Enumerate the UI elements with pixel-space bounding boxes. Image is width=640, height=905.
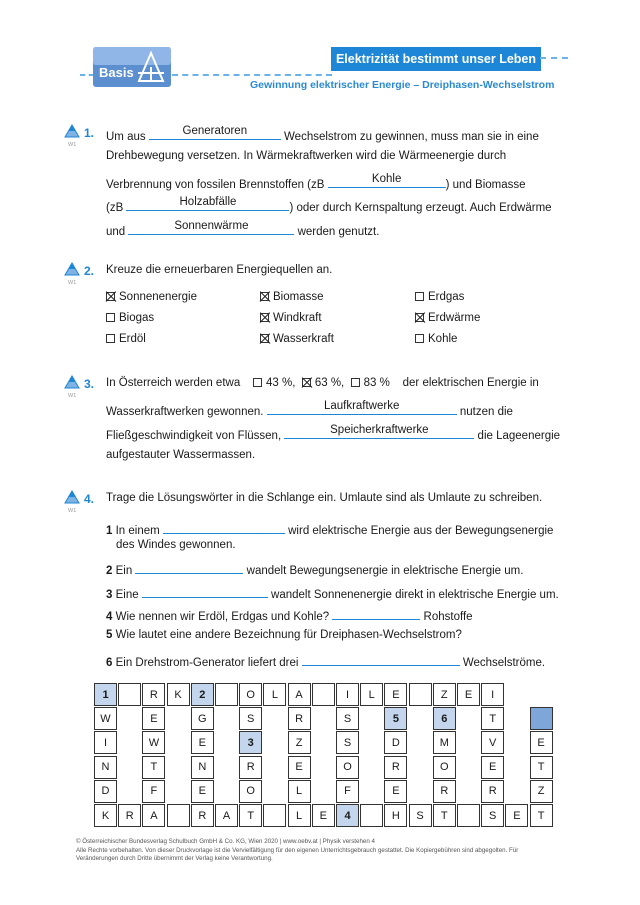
grid-cell[interactable]: A <box>142 804 165 827</box>
grid-cell[interactable]: E <box>384 683 407 706</box>
grid-cell[interactable] <box>118 683 141 706</box>
task-number-2: 2. <box>84 264 95 278</box>
grid-cell[interactable]: N <box>191 756 214 779</box>
grid-cell[interactable]: R <box>433 780 456 803</box>
task1-line3: Verbrennung von fossilen Brennstoffen (zB Kohle ) und Biomasse <box>106 173 526 191</box>
grid-cell[interactable]: F <box>142 780 165 803</box>
grid-cell[interactable]: M <box>433 731 456 754</box>
basis-logo <box>93 47 171 87</box>
grid-cell[interactable]: K <box>94 804 117 827</box>
checkbox-checked[interactable] <box>260 334 269 343</box>
grid-cell-number[interactable]: 5 <box>384 707 407 730</box>
checkbox-option[interactable]: Wasserkraft <box>260 333 334 345</box>
grid-cell[interactable] <box>263 804 286 827</box>
task4-question-1-cont: des Windes gewonnen. <box>116 539 236 551</box>
grid-cell[interactable]: H <box>384 804 407 827</box>
grid-cell-number[interactable]: 3 <box>239 731 262 754</box>
grid-cell[interactable] <box>457 804 480 827</box>
header-dash-mid <box>172 74 332 76</box>
task-tag: W1 <box>68 393 77 399</box>
difficulty-triangle-icon <box>64 262 80 276</box>
checkbox-option[interactable]: Erdöl <box>106 333 146 345</box>
grid-cell[interactable]: R <box>142 683 165 706</box>
difficulty-triangle-icon <box>64 375 80 389</box>
grid-cell[interactable]: R <box>384 756 407 779</box>
task-tag: W1 <box>68 508 77 514</box>
task3-line2: Wasserkraftwerken gewonnen. Laufkraftwerke nutzen die <box>106 400 513 418</box>
grid-cell[interactable] <box>409 683 432 706</box>
checkbox-option[interactable]: Windkraft <box>260 312 322 324</box>
section-banner: Elektrizität bestimmt unser Leben <box>331 47 541 71</box>
grid-cell[interactable] <box>312 683 335 706</box>
grid-cell[interactable] <box>167 804 190 827</box>
task1-line1: Um aus Generatoren Wechselstrom zu gewinnen, muss man sie in eine <box>106 125 539 143</box>
grid-cell[interactable]: L <box>288 780 311 803</box>
task1-line2: Drehbewegung versetzen. In Wärmekraftwerken wird die Wärmeenergie durch <box>106 150 507 162</box>
checkbox-checked[interactable] <box>415 313 424 322</box>
task-number-1: 1. <box>84 126 95 140</box>
grid-cell[interactable]: N <box>94 756 117 779</box>
grid-cell[interactable]: L <box>263 683 286 706</box>
grid-cell[interactable]: O <box>239 683 262 706</box>
answer-blank-q3[interactable] <box>142 584 268 598</box>
checkbox-checked[interactable] <box>260 292 269 301</box>
checkbox-option[interactable]: Biogas <box>106 312 154 324</box>
grid-cell[interactable]: D <box>384 731 407 754</box>
grid-cell[interactable]: I <box>336 683 359 706</box>
grid-cell[interactable]: D <box>94 780 117 803</box>
checkbox-option[interactable]: Sonnenenergie <box>106 291 197 303</box>
copyright-footer <box>76 838 566 864</box>
answer-blank-generatoren[interactable]: Generatoren <box>149 126 281 140</box>
grid-cell[interactable] <box>215 683 238 706</box>
grid-cell[interactable]: E <box>142 707 165 730</box>
answer-blank-q2[interactable] <box>135 560 243 574</box>
checkbox-empty[interactable] <box>106 334 115 343</box>
task4-question-1: 1 In einem wird elektrische Energie aus der Bewegungsenergie <box>106 520 553 537</box>
answer-blank-q1[interactable] <box>163 520 285 534</box>
grid-cell[interactable]: O <box>239 780 262 803</box>
task1-line5: und Sonnenwärme werden genutzt. <box>106 220 380 238</box>
grid-cell[interactable]: V <box>481 731 504 754</box>
grid-cell[interactable]: A <box>288 683 311 706</box>
task-tag: W1 <box>68 142 77 148</box>
task3-line3: Fließgeschwindigkeit von Flüssen, Speicherkraftwerke die Lageenergie <box>106 424 561 442</box>
grid-cell[interactable]: S <box>336 731 359 754</box>
footer-line: Alle Rechte vorbehalten. Von dieser Druckvorlage ist die Vervielfältigung für den eigenen Unterrichtsgebrauch gestattet. Die Kopiergebühren sind abgegolten. Für <box>76 846 519 854</box>
answer-blank-laufkraftwerke[interactable]: Laufkraftwerke <box>267 401 457 415</box>
grid-cell[interactable]: T <box>142 756 165 779</box>
task-number-3: 3. <box>84 377 95 391</box>
grid-cell[interactable]: G <box>191 707 214 730</box>
checkbox-option[interactable]: Erdwärme <box>415 312 480 324</box>
grid-cell[interactable]: W <box>94 707 117 730</box>
answer-blank-holzabfaelle[interactable]: Holzabfälle <box>126 197 289 211</box>
checkbox-checked[interactable] <box>106 292 115 301</box>
task-number-4: 4. <box>84 492 95 506</box>
grid-cell-marker[interactable] <box>530 707 553 730</box>
task4-question-4: 4 Wie nennen wir Erdöl, Erdgas und Kohle? Rohstoffe <box>106 606 473 623</box>
answer-blank-kohle[interactable]: Kohle <box>328 174 446 188</box>
grid-cell[interactable]: A <box>215 804 238 827</box>
grid-cell[interactable]: Z <box>433 683 456 706</box>
checkbox-option[interactable]: Biomasse <box>260 291 324 303</box>
checkbox-empty[interactable] <box>253 378 262 387</box>
task-tag: W1 <box>68 280 77 286</box>
grid-cell-number[interactable]: 4 <box>336 804 359 827</box>
grid-cell[interactable]: R <box>118 804 141 827</box>
difficulty-triangle-icon <box>64 490 80 504</box>
grid-cell[interactable]: K <box>167 683 190 706</box>
checkbox-empty[interactable] <box>351 378 360 387</box>
grid-cell[interactable]: E <box>288 756 311 779</box>
grid-cell[interactable]: E <box>312 804 335 827</box>
grid-cell[interactable]: T <box>530 804 553 827</box>
page-subtitle: Gewinnung elektrischer Energie – Dreiphasen-Wechselstrom <box>250 79 555 91</box>
answer-blank-sonnenwaerme[interactable]: Sonnenwärme <box>128 221 294 235</box>
answer-blank-speicherkraftwerke[interactable]: Speicherkraftwerke <box>284 425 474 439</box>
grid-cell[interactable]: R <box>239 756 262 779</box>
checkbox-empty[interactable] <box>415 292 424 301</box>
grid-cell[interactable]: T <box>530 756 553 779</box>
task3-line1: In Österreich werden etwa 43 %, 63 %, 83 % der elektrischen Energie in <box>106 377 539 389</box>
header-dash-left <box>80 74 94 76</box>
checkbox-checked[interactable] <box>260 313 269 322</box>
grid-cell[interactable]: O <box>433 756 456 779</box>
grid-cell[interactable] <box>360 804 383 827</box>
task1-line4: (zB Holzabfälle ) oder durch Kernspaltung erzeugt. Auch Erdwärme <box>106 196 552 214</box>
grid-cell[interactable]: S <box>481 804 504 827</box>
checkbox-option[interactable]: Kohle <box>415 333 457 345</box>
grid-cell[interactable]: I <box>481 683 504 706</box>
checkbox-checked[interactable] <box>302 378 311 387</box>
grid-cell[interactable]: R <box>481 780 504 803</box>
grid-cell[interactable]: E <box>481 756 504 779</box>
header-dash-right <box>540 57 568 59</box>
answer-blank-q4[interactable] <box>332 606 420 620</box>
grid-cell-number[interactable]: 6 <box>433 707 456 730</box>
grid-cell[interactable]: I <box>94 731 117 754</box>
task4-question-3: 3 Eine wandelt Sonnenenergie direkt in elektrische Energie um. <box>106 584 559 601</box>
checkbox-empty[interactable] <box>106 313 115 322</box>
grid-cell[interactable]: T <box>481 707 504 730</box>
grid-cell[interactable]: Z <box>530 780 553 803</box>
grid-cell[interactable]: F <box>336 780 359 803</box>
grid-cell[interactable]: L <box>288 804 311 827</box>
logo-text: Basis <box>99 65 134 80</box>
footer-line: © Österreichischer Bundesverlag Schulbuch GmbH & Co. KG, Wien 2020 | www.oebv.at | Physik verstehen 4 <box>76 838 375 845</box>
task2-prompt: Kreuze die erneuerbaren Energiequellen an. <box>106 264 333 276</box>
footer-line: Veränderungen durch Dritte übernimmt der Verlag keine Verantwortung. <box>76 855 273 862</box>
task4-question-6: 6 Ein Drehstrom-Generator liefert drei Wechselströme. <box>106 652 545 669</box>
grid-cell[interactable]: R <box>191 804 214 827</box>
checkbox-empty[interactable] <box>415 334 424 343</box>
grid-cell[interactable]: W <box>142 731 165 754</box>
grid-cell[interactable]: E <box>530 731 553 754</box>
answer-blank-q6[interactable] <box>302 652 460 666</box>
grid-cell[interactable]: E <box>457 683 480 706</box>
grid-cell[interactable]: O <box>336 756 359 779</box>
difficulty-triangle-icon <box>64 124 80 138</box>
grid-cell[interactable]: T <box>239 804 262 827</box>
grid-cell[interactable]: Z <box>288 731 311 754</box>
grid-cell[interactable]: R <box>288 707 311 730</box>
grid-cell[interactable]: E <box>384 780 407 803</box>
task3-line4: aufgestauter Wassermassen. <box>106 449 256 461</box>
grid-cell[interactable]: T <box>433 804 456 827</box>
grid-cell-number[interactable]: 2 <box>191 683 214 706</box>
grid-cell[interactable]: L <box>360 683 383 706</box>
grid-cell[interactable]: S <box>336 707 359 730</box>
grid-cell[interactable]: E <box>191 731 214 754</box>
grid-cell[interactable]: S <box>409 804 432 827</box>
checkbox-option[interactable]: Erdgas <box>415 291 464 303</box>
task4-question-5: 5 Wie lautet eine andere Bezeichnung für Dreiphasen-Wechselstrom? <box>106 629 462 641</box>
task4-prompt: Trage die Lösungswörter in die Schlange ein. Umlaute sind als Umlaute zu schreiben. <box>106 492 543 504</box>
grid-cell[interactable]: S <box>239 707 262 730</box>
task4-question-2: 2 Ein wandelt Bewegungsenergie in elektrische Energie um. <box>106 560 523 577</box>
grid-cell-number[interactable]: 1 <box>94 683 117 706</box>
grid-cell[interactable]: E <box>191 780 214 803</box>
grid-cell[interactable]: E <box>505 804 528 827</box>
